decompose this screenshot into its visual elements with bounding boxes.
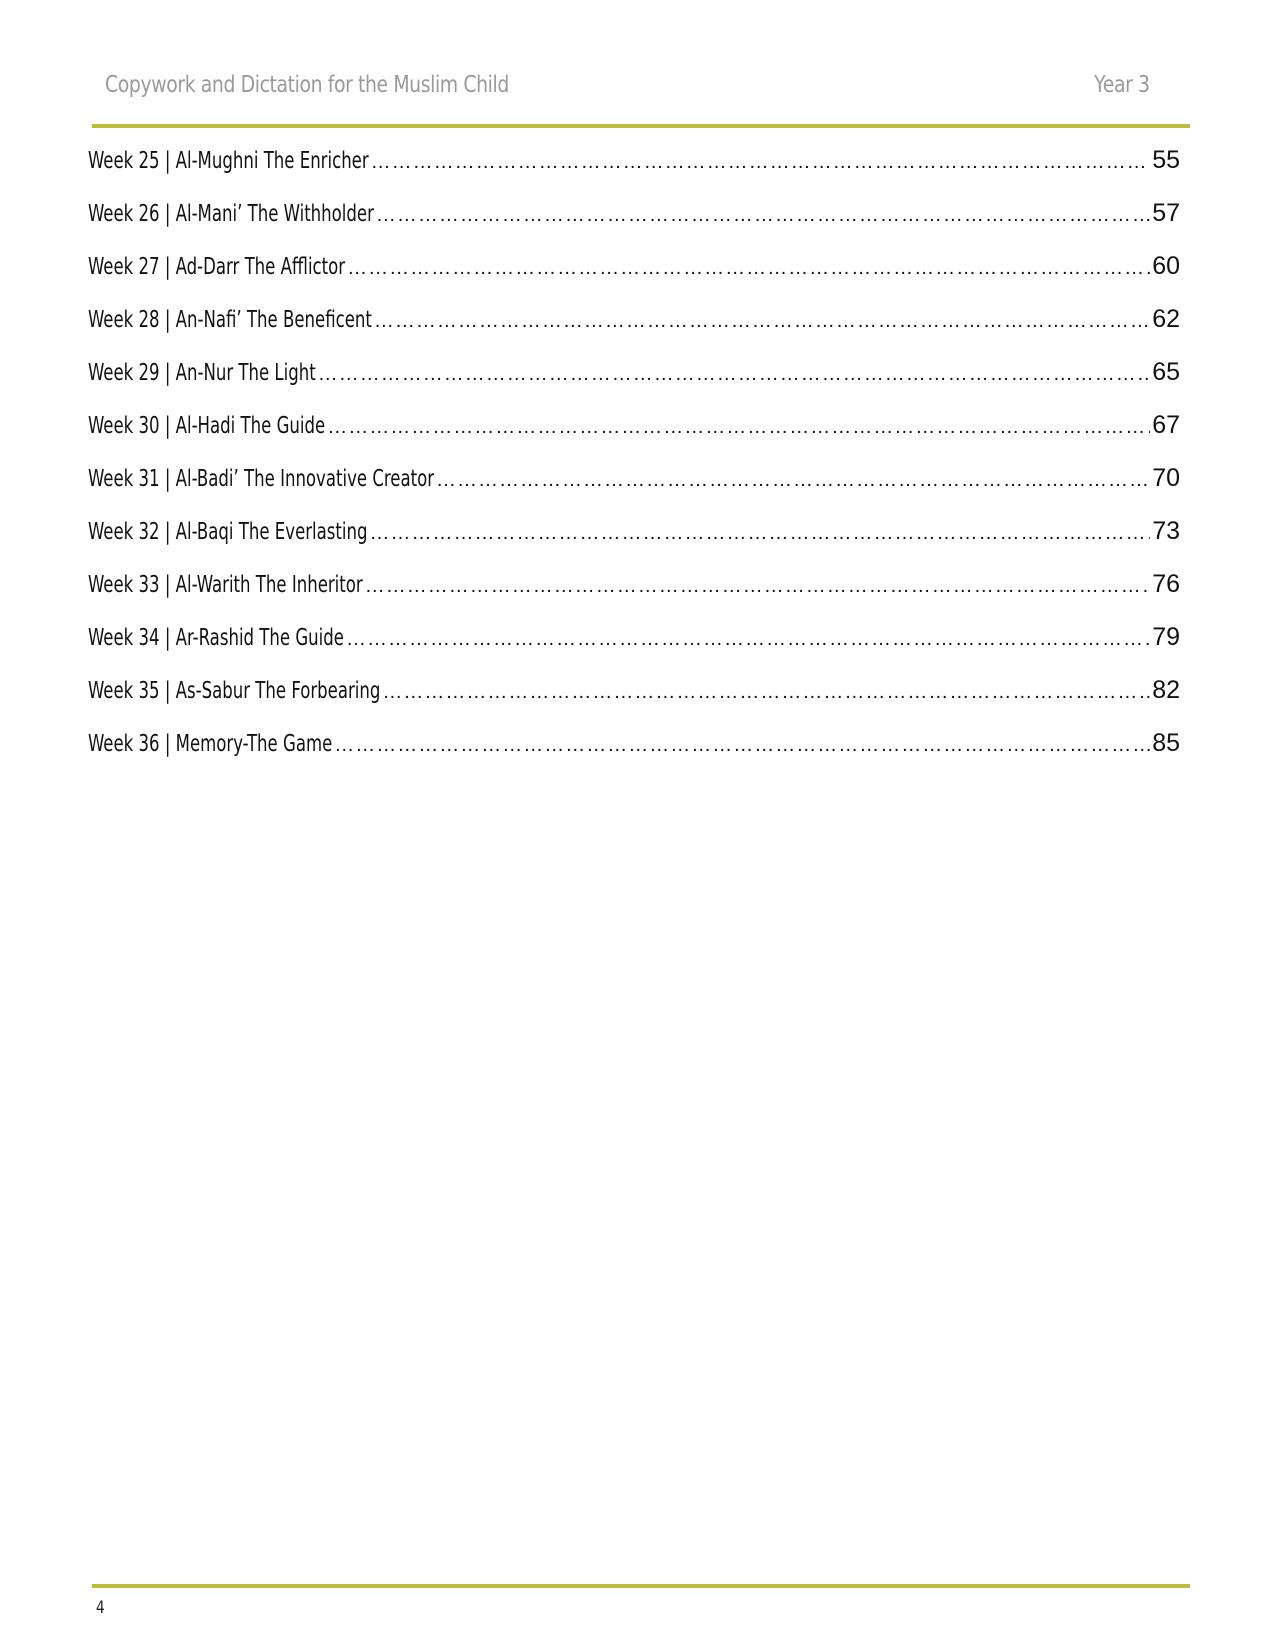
toc-entry[interactable] xyxy=(88,517,1180,570)
toc-entry[interactable] xyxy=(88,570,1180,623)
toc-entry-page: 57 xyxy=(1152,199,1180,227)
toc-dot-leader xyxy=(365,575,1151,598)
toc-entry-page: 85 xyxy=(1152,729,1180,757)
toc-dot-leader xyxy=(327,416,1150,439)
toc-entry[interactable] xyxy=(88,411,1180,464)
toc-entry[interactable] xyxy=(88,199,1180,252)
toc-entry-title: Week 35 | As-Sabur The Forbearing xyxy=(88,678,381,704)
toc-entry-page: 82 xyxy=(1152,676,1180,704)
toc-entry[interactable] xyxy=(88,676,1180,729)
toc-dot-leader xyxy=(346,628,1150,651)
toc-entry-page: 73 xyxy=(1152,517,1180,545)
table-of-contents xyxy=(88,146,1180,782)
toc-entry-title: Week 25 | Al-Mughni The Enricher xyxy=(88,148,369,174)
toc-entry-page: 62 xyxy=(1152,305,1180,333)
toc-entry-title: Week 27 | Ad-Darr The Afflictor xyxy=(88,254,346,280)
toc-entry-title: Week 33 | Al-Warith The Inheritor xyxy=(88,572,363,598)
toc-dot-leader xyxy=(347,257,1150,280)
toc-entry-page: 76 xyxy=(1152,570,1180,598)
toc-entry-page: 55 xyxy=(1152,146,1180,174)
header-rule xyxy=(92,124,1190,128)
toc-entry[interactable] xyxy=(88,623,1180,676)
toc-dot-leader xyxy=(334,734,1150,757)
toc-entry-title: Week 36 | Memory-The Game xyxy=(88,731,333,757)
toc-entry[interactable] xyxy=(88,146,1180,199)
toc-entry-title: Week 31 | Al-Badi’ The Innovative Creator xyxy=(88,466,435,492)
toc-entry-title: Week 30 | Al-Hadi The Guide xyxy=(88,413,326,439)
toc-entry-page: 70 xyxy=(1152,464,1180,492)
toc-entry-title: Week 34 | Ar-Rashid The Guide xyxy=(88,625,344,651)
footer-rule xyxy=(92,1584,1190,1588)
toc-entry[interactable] xyxy=(88,305,1180,358)
toc-entry[interactable] xyxy=(88,464,1180,517)
toc-dot-leader xyxy=(436,469,1150,492)
toc-dot-leader xyxy=(374,310,1150,333)
toc-dot-leader xyxy=(318,363,1150,386)
toc-entry-title: Week 29 | An-Nur The Light xyxy=(88,360,316,386)
toc-entry[interactable] xyxy=(88,252,1180,305)
page-number: 4 xyxy=(96,1598,105,1618)
toc-entry[interactable] xyxy=(88,358,1180,411)
header-title: Copywork and Dictation for the Muslim Child xyxy=(105,72,509,98)
page-header xyxy=(105,72,1150,112)
toc-entry-page: 79 xyxy=(1152,623,1180,651)
toc-entry-page: 60 xyxy=(1152,252,1180,280)
toc-entry-page: 65 xyxy=(1152,358,1180,386)
toc-dot-leader xyxy=(371,151,1151,174)
toc-dot-leader xyxy=(376,204,1150,227)
toc-entry-title: Week 26 | Al-Mani’ The Withholder xyxy=(88,201,374,227)
toc-entry-title: Week 28 | An-Nafi’ The Beneficent xyxy=(88,307,372,333)
header-year: Year 3 xyxy=(1094,72,1150,98)
toc-entry-page: 67 xyxy=(1152,411,1180,439)
toc-entry[interactable] xyxy=(88,729,1180,782)
toc-dot-leader xyxy=(382,681,1150,704)
toc-dot-leader xyxy=(370,522,1151,545)
toc-entry-title: Week 32 | Al-Baqi The Everlasting xyxy=(88,519,368,545)
